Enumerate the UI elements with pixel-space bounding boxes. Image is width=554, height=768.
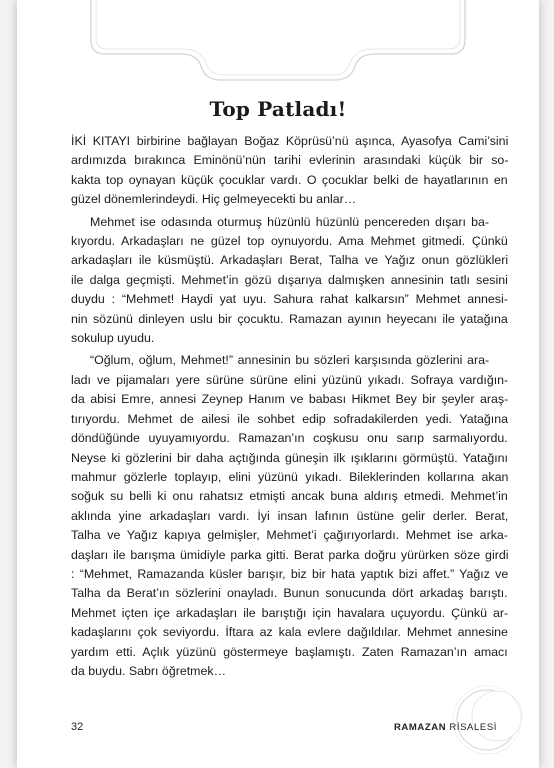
- text-line: da abisi Emre, annesi Zeynep Hanım ve babası Hikmet Bey bir şeyler araş-: [71, 392, 509, 407]
- text-line: kadaşlarını çok seviyordu. İftara az kala evlere dağıldılar. Mehmet annesine: [71, 625, 508, 640]
- text-line: ardımızda bırakınca Eminönü’nün tarihi evlerinin arasındaki küçük bir so-: [71, 153, 509, 168]
- text-line: ile dalga geçmişti. Mehmet’in gözü dışarıya dalmışken annesinin tatlı sesini: [71, 272, 508, 287]
- text-line: mahmur gözlerle toplayıp, elini yüzünü yıkadı. Bileklerinden kollarına akan: [71, 469, 509, 484]
- text-line: sokulup uyudu.: [71, 331, 155, 346]
- chapter-title: Top Patladı!: [209, 97, 347, 121]
- text-line: İKİ KITAYI birbirine bağlayan Boğaz Köprüsü’nü aşınca, Ayasofya Cami’sini: [71, 134, 509, 148]
- text-line: Mehmet ise odasında oturmuş hüzünlü hüzünlü pencereden dışarı ba-: [90, 214, 490, 229]
- text-line: Talha ve Yağız kapıya gelmişler, Mehmet’i çağırıyorlardı. Mehmet ise arka-: [71, 528, 508, 543]
- text-line: tırıyordu. Mehmet de ailesi ile sohbet edip sofradakilerden yedi. Yatağına: [71, 411, 509, 426]
- running-footer-title: [394, 722, 497, 733]
- text-line: döndüğünde uyuyamıyordu. Ramazan’ın coşkusu onu sarıp sarmalıyordu.: [71, 431, 508, 446]
- text-line: duydu : “Mehmet! Haydi yat uyu. Sahura rahat kalkarsın” Mehmet annesi-: [71, 292, 508, 307]
- text-line: kakta top oynayan küçük çocuklar vardı. O çocuklar belki de hayatlarının en: [71, 172, 508, 187]
- paragraph-2: [71, 213, 508, 349]
- paragraph-1: [71, 132, 508, 210]
- footer-title-rest: RİSALESİ: [449, 722, 497, 733]
- text-line: arkadaşları ile küsmüştü. Arkadaşları Berat, Talha ve Yağız onun gözlükleri: [71, 253, 509, 268]
- text-line: daşları ile barışma ümidiyle parka gitti. Berat parka doğru yürürken söze girdi: [71, 547, 509, 562]
- book-page: [17, 0, 539, 768]
- text-line: ladı ve pijamaları yere sürüne sürüne elini yüzünü yıkadı. Sofraya vardığın-: [71, 372, 509, 387]
- crescent-moon-ornament: [449, 680, 529, 760]
- text-line: Talha da Berat’ın sözlerini onayladı. Bunun sonucunda dört arkadaş barıştı.: [71, 586, 508, 601]
- chapter-body: [71, 132, 508, 681]
- text-line: soğuk su belli ki onu rahatsız etmişti ancak buna aldırış etmedi. Mehmet’in: [71, 489, 508, 504]
- paragraph-3: [71, 351, 508, 681]
- page-number: 32: [71, 721, 84, 733]
- text-line: nin sözünü dinleyen uslu bir çocuktu. Ramazan ayının heyecanı ile yatağına: [71, 311, 508, 326]
- footer-title-bold: RAMAZAN: [393, 722, 447, 733]
- text-line: kıyordu. Arkadaşları ne güzel top oynuyordu. Ama Mehmet gitmedi. Çünkü: [71, 234, 508, 249]
- text-line: Mehmet içten içe arkadaşları ile barıştığı için havalara uçuyordu. Çünkü ar-: [71, 605, 509, 620]
- text-line: yardım etti. Açlık yüzünü göstermeye başlamıştı. Zaten Ramazan’ın amacı: [71, 644, 508, 659]
- text-line: : “Mehmet, Ramazanda küsler barışır, biz bir hata yaptık bizi affet.” Yağız ve: [71, 566, 509, 581]
- text-line: Neyse ki gözlerini bir daha açtığında güneşin ilk ışıklarını görmüştü. Yatağını: [71, 450, 508, 465]
- text-line: aklında yine arkadaşları vardı. İyi insan lafının üstüne gelir derler. Berat,: [71, 508, 509, 523]
- text-line: da buydu. Sabrı öğretmek…: [71, 663, 226, 678]
- decorative-header-frame: [17, 0, 539, 95]
- text-line: “Oğlum, oğlum, Mehmet!” annesinin bu sözleri karşısında gözlerini ara-: [90, 353, 490, 368]
- text-line: güzel dönemlerindeydi. Hiç gelmeyecekti bu anlar…: [71, 192, 357, 207]
